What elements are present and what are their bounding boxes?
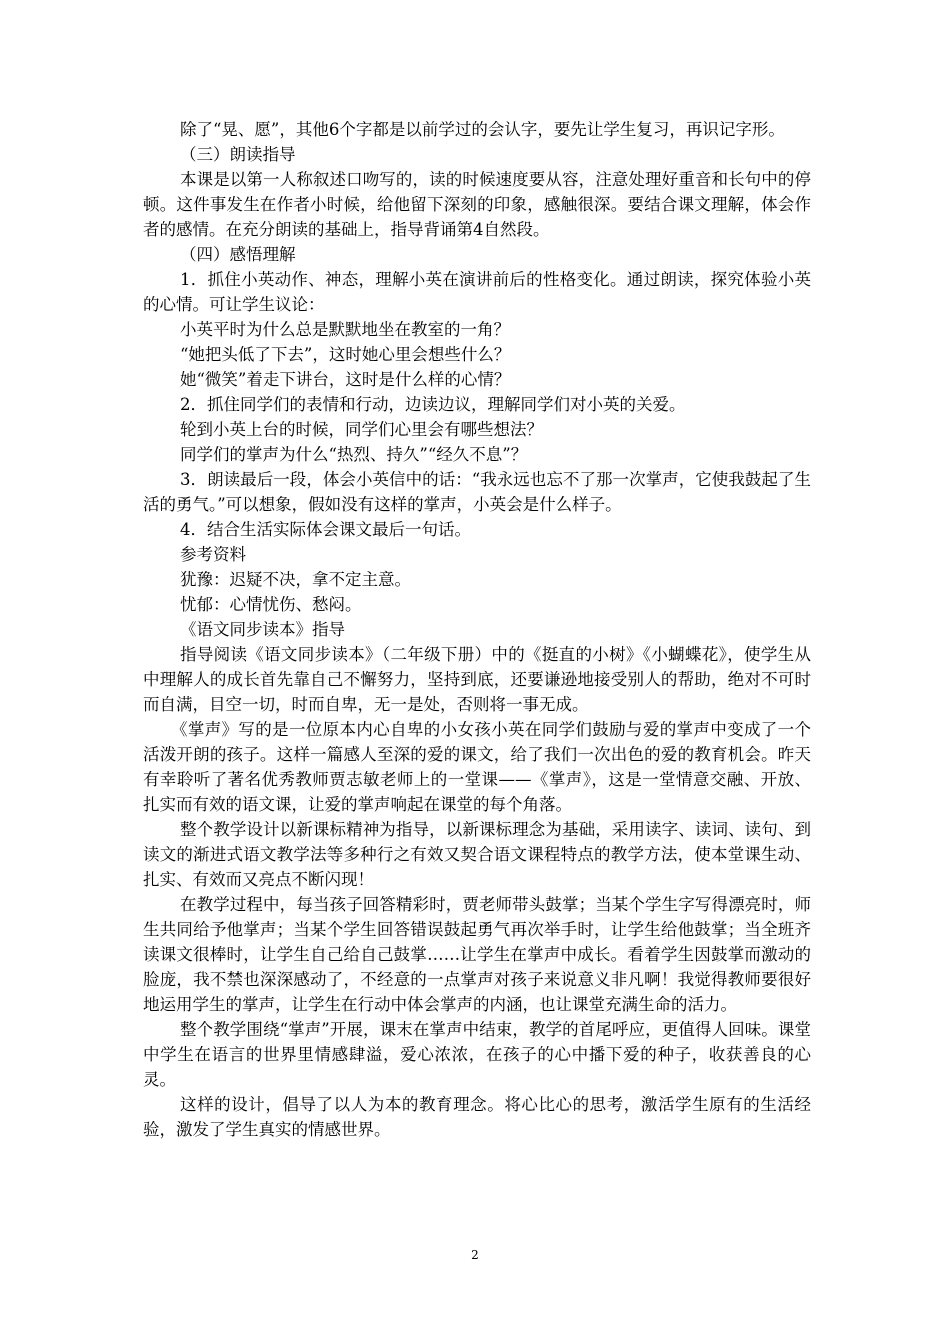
paragraph: 3．朗读最后一段，体会小英信中的话：“我永远也忘不了那一次掌声，它使我鼓起了生活的勇气。”可以想象，假如没有这样的掌声，小英会是什么样子。 <box>143 470 811 514</box>
document-body <box>143 117 811 1142</box>
section-heading: 参考资料 <box>180 545 246 564</box>
section-heading: （三）朗读指导 <box>180 145 296 164</box>
paragraph: 整个教学围绕“掌声”开展，课末在掌声中结束，教学的首尾呼应，更值得人回味。课堂中学生在语言的世界里情感肆溢，爱心浓浓，在孩子的心中播下爱的种子，收获善良的心灵。 <box>143 1020 811 1089</box>
question-line: 小英平时为什么总是默默地坐在教室的一角？ <box>180 320 510 339</box>
paragraph: 除了“晃、愿”，其他6个字都是以前学过的会认字，要先让学生复习，再识记字形。 <box>180 120 785 139</box>
question-line: 她“微笑”着走下讲台，这时是什么样的心情？ <box>180 370 511 389</box>
question-line: 轮到小英上台的时候，同学们心里会有哪些想法？ <box>180 420 543 439</box>
question-line: “她把头低了下去”，这时她心里会想些什么？ <box>180 345 511 364</box>
paragraph: 这样的设计，倡导了以人为本的教育理念。将心比心的思考，激活学生原有的生活经验，激发了学生真实的情感世界。 <box>143 1095 811 1139</box>
paragraph: 4．结合生活实际体会课文最后一句话。 <box>180 520 471 539</box>
paragraph: 1．抓住小英动作、神态，理解小英在演讲前后的性格变化。通过朗读，探究体验小英的心情。可让学生议论： <box>143 270 811 314</box>
section-heading: （四）感悟理解 <box>180 245 296 264</box>
section-heading: 《语文同步读本》指导 <box>180 620 345 639</box>
paragraph: 2．抓住同学们的表情和行动，边读边议，理解同学们对小英的关爱。 <box>180 395 686 414</box>
question-line: 同学们的掌声为什么“热烈、持久”“经久不息”？ <box>180 445 528 464</box>
paragraph: 本课是以第一人称叙述口吻写的，读的时候速度要从容，注意处理好重音和长句中的停顿。这件事发生在作者小时候，给他留下深刻的印象，感触很深。要结合课文理解，体会作者的感情。在充分朗读的基础上，指导背诵第4自然段。 <box>143 170 811 239</box>
paragraph: 在教学过程中，每当孩子回答精彩时，贾老师带头鼓掌；当某个学生字写得漂亮时，师生共同给予他掌声；当某个学生回答错误鼓起勇气再次举手时，让学生给他鼓掌；当全班齐读课文很棒时，让学生自己给自己鼓掌……让学生在掌声中成长。看着学生因鼓掌而激动的脸庞，我不禁也深深感动了，不经意的一点掌声对孩子来说意义非凡啊！我觉得教师要很好地运用学生的掌声，让学生在行动中体会掌声的内涵，也让课堂充满生命的活力。 <box>143 895 811 1014</box>
definition-line: 犹豫：迟疑不决，拿不定主意。 <box>180 570 411 589</box>
page-number: 2 <box>471 1248 479 1262</box>
definition-line: 忧郁：心情忧伤、愁闷。 <box>180 595 362 614</box>
paragraph: 整个教学设计以新课标精神为指导，以新课标理念为基础，采用读字、读词、读句、到读文的渐进式语文教学法等多种行之有效又契合语文课程特点的教学方法，使本堂课生动、扎实、有效而又亮点不断闪现！ <box>143 820 811 889</box>
paragraph: 指导阅读《语文同步读本》（二年级下册）中的《挺直的小树》《小蝴蝶花》，使学生从中理解人的成长首先靠自己不懈努力，坚持到底，还要谦逊地接受别人的帮助，绝对不可时而自满，目空一切，时而自卑，无一是处，否则将一事无成。 <box>143 645 811 714</box>
paragraph: 《掌声》写的是一位原本内心自卑的小女孩小英在同学们鼓励与爱的掌声中变成了一个活泼开朗的孩子。这样一篇感人至深的爱的课文，给了我们一次出色的爱的教育机会。昨天有幸聆听了著名优秀教师贾志敏老师上的一堂课——《掌声》，这是一堂情意交融、开放、扎实而有效的语文课，让爱的掌声响起在课堂的每个角落。 <box>143 720 811 814</box>
